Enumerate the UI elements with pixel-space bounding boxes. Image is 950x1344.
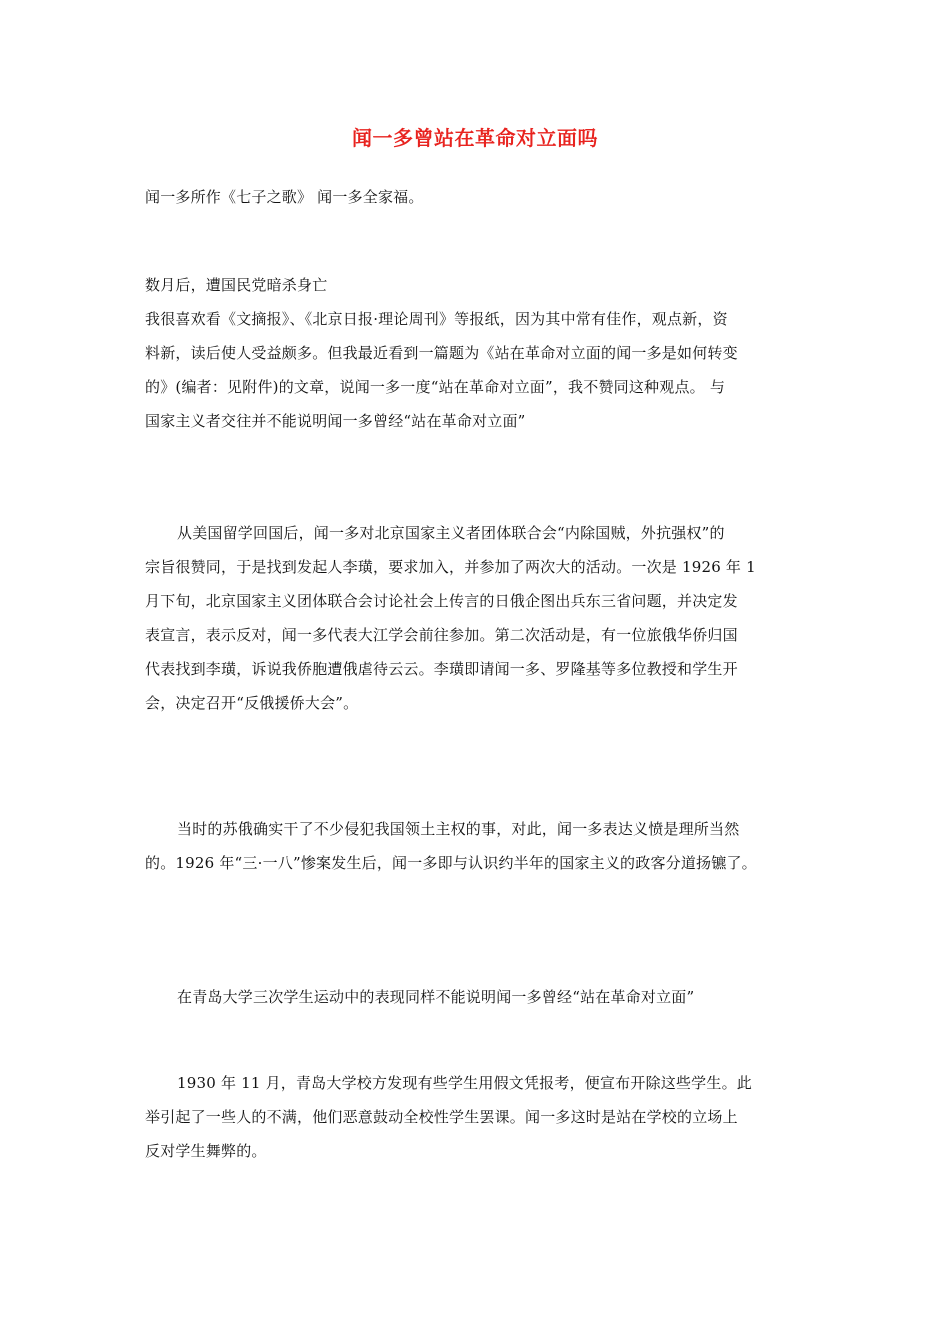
paragraph-line: 会，决定召开“反俄援侨大会”。 [145, 694, 359, 712]
paragraph-line: 当时的苏俄确实干了不少侵犯我国领土主权的事，对此，闻一多表达义愤是理所当然 [177, 820, 740, 838]
paragraph-line: 举引起了一些人的不满，他们恶意鼓动全校性学生罢课。闻一多这时是站在学校的立场上 [145, 1108, 738, 1126]
subhead-2-line: 在青岛大学三次学生运动中的表现同样不能说明闻一多曾经“站在革命对立面” [177, 988, 695, 1006]
paragraph-line: 从美国留学回国后，闻一多对北京国家主义者团体联合会“内除国贼，外抗强权”的 [177, 524, 725, 542]
paragraph-2 [145, 812, 807, 880]
intro-line: 料新，读后使人受益颇多。但我最近看到一篇题为《站在革命对立面的闻一多是如何转变 [145, 344, 738, 362]
paragraph-3 [145, 1066, 807, 1168]
caption-line: 闻一多所作《七子之歌》 闻一多全家福。 [145, 188, 424, 206]
paragraph-line: 月下旬，北京国家主义团体联合会讨论社会上传言的日俄企图出兵东三省问题，并决定发 [145, 592, 738, 610]
caption [145, 180, 807, 214]
paragraph-line: 宗旨很赞同，于是找到发起人李璜，要求加入，并参加了两次大的活动。一次是 1926 年 1 [145, 558, 756, 576]
paragraph-line: 1930 年 11 月，青岛大学校方发现有些学生用假文凭报考，便宣布开除这些学生。此 [177, 1074, 752, 1092]
intro-line: 的》(编者：见附件)的文章，说闻一多一度“站在革命对立面”，我不赞同这种观点。 与 [145, 378, 726, 396]
document-title: 闻一多曾站在革命对立面吗 [352, 126, 598, 150]
intro-block [145, 268, 807, 438]
paragraph-1 [145, 516, 807, 720]
paragraph-line: 反对学生舞弊的。 [145, 1142, 267, 1160]
paragraph-line: 表宣言，表示反对，闻一多代表大江学会前往参加。第二次活动是，有一位旅俄华侨归国 [145, 626, 738, 644]
subhead-2 [145, 980, 807, 1014]
subhead: 数月后，遭国民党暗杀身亡 [145, 276, 328, 294]
intro-line: 我很喜欢看《文摘报》、《北京日报·理论周刊》等报纸，因为其中常有佳作，观点新，资 [145, 310, 728, 328]
paragraph-line: 的。1926 年“三·一八”惨案发生后，闻一多即与认识约半年的国家主义的政客分道扬镳了。 [145, 854, 757, 872]
paragraph-line: 代表找到李璜，诉说我侨胞遭俄虐待云云。李璜即请闻一多、罗隆基等多位教授和学生开 [145, 660, 738, 678]
intro-line: 国家主义者交往并不能说明闻一多曾经“站在革命对立面” [145, 412, 526, 430]
